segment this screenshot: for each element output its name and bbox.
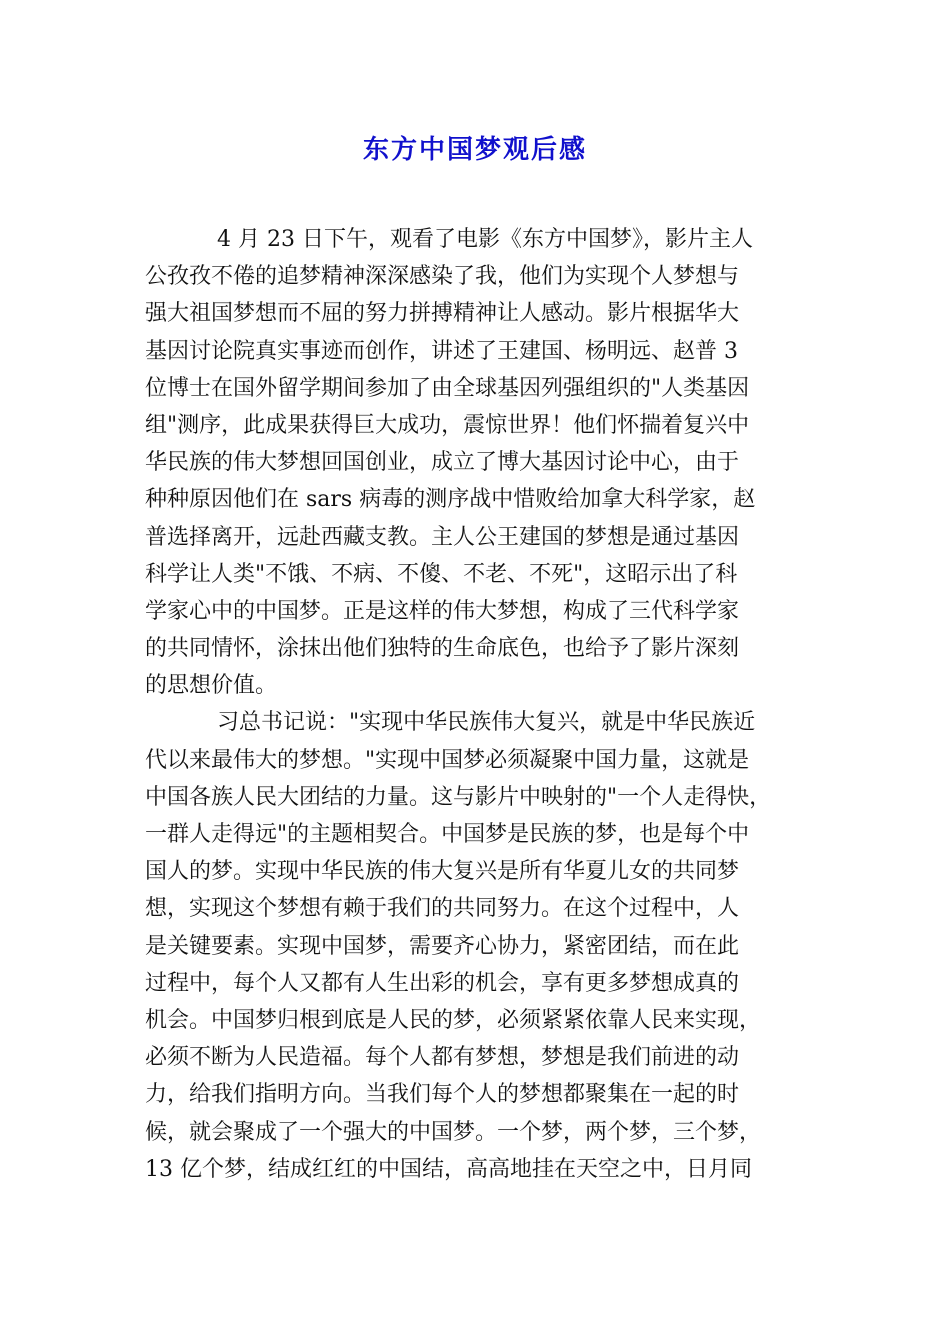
- paragraph-1-line: 的共同情怀，涂抹出他们独特的生命底色，也给予了影片深刻: [145, 636, 740, 662]
- document-body: [145, 221, 811, 1188]
- paragraph-2-line: 想，实现这个梦想有赖于我们的共同努力。在这个过程中，人: [145, 896, 740, 922]
- paragraph-2-line: 一群人走得远"的主题相契合。中国梦是民族的梦，也是每个中: [145, 822, 750, 847]
- paragraph-2-line: 候，就会聚成了一个强大的中国梦。一个梦，两个梦，三个梦，: [145, 1119, 762, 1145]
- paragraph-2-line: 力，给我们指明方向。当我们每个人的梦想都聚集在一起的时: [145, 1082, 740, 1108]
- paragraph-2-line: 过程中，每个人又都有人生出彩的机会，享有更多梦想成真的: [145, 970, 740, 996]
- paragraph-1-line: 强大祖国梦想而不屈的努力拼搏精神让人感动。影片根据华大: [145, 301, 740, 327]
- paragraph-1-line: 科学让人类"不饿、不病、不傻、不老、不死"，这昭示出了科: [145, 561, 738, 587]
- paragraph-1-line: 普选择离开，远赴西藏支教。主人公王建国的梦想是通过基因: [145, 524, 740, 550]
- paragraph-1-line: 华民族的伟大梦想回国创业，成立了博大基因讨论中心，由于: [145, 450, 740, 476]
- paragraph-1-line: 基因讨论院真实事迹而创作，讲述了王建国、杨明远、赵普 3: [145, 338, 738, 364]
- paragraph-2-line: 13 亿个梦，结成红红的中国结，高高地挂在天空之中，日月同: [145, 1156, 752, 1182]
- paragraph-2-line: 是关键要素。实现中国梦，需要齐心协力，紧密团结，而在此: [145, 933, 740, 959]
- paragraph-2-line: 国人的梦。实现中华民族的伟大复兴是所有华夏儿女的共同梦: [145, 859, 740, 885]
- paragraph-1-line: 公孜孜不倦的追梦精神深深感染了我，他们为实现个人梦想与: [145, 264, 740, 290]
- paragraph-1-line: 种种原因他们在 sars 病毒的测序战中惜败给加拿大科学家，赵: [145, 487, 756, 513]
- paragraph-2-line: 代以来最伟大的梦想。"实现中国梦必须凝聚中国力量，这就是: [145, 747, 750, 773]
- paragraph-2-line: 必须不断为人民造福。每个人都有梦想，梦想是我们前进的动: [145, 1045, 740, 1071]
- paragraph-1-line: 4 月 23 日下午，观看了电影《东方中国梦》，影片主人: [217, 227, 753, 252]
- paragraph-1-line: 学家心中的中国梦。正是这样的伟大梦想，构成了三代科学家: [145, 598, 740, 624]
- paragraph-2-line: 中国各族人民大团结的力量。这与影片中映射的"一个人走得快，: [145, 784, 772, 810]
- paragraph-1-line: 位博士在国外留学期间参加了由全球基因列强组织的"人类基因: [145, 375, 750, 401]
- paragraph-1-line: 组"测序，此成果获得巨大成功，震惊世界！他们怀揣着复兴中: [145, 412, 750, 438]
- paragraph-2-line: 机会。中国梦归根到底是人民的梦，必须紧紧依靠人民来实现，: [145, 1007, 762, 1033]
- paragraph-2-line: 习总书记说："实现中华民族伟大复兴，就是中华民族近: [217, 710, 756, 736]
- paragraph-1-line: 的思想价值。: [145, 673, 278, 699]
- document-title: 东方中国梦观后感: [362, 135, 587, 165]
